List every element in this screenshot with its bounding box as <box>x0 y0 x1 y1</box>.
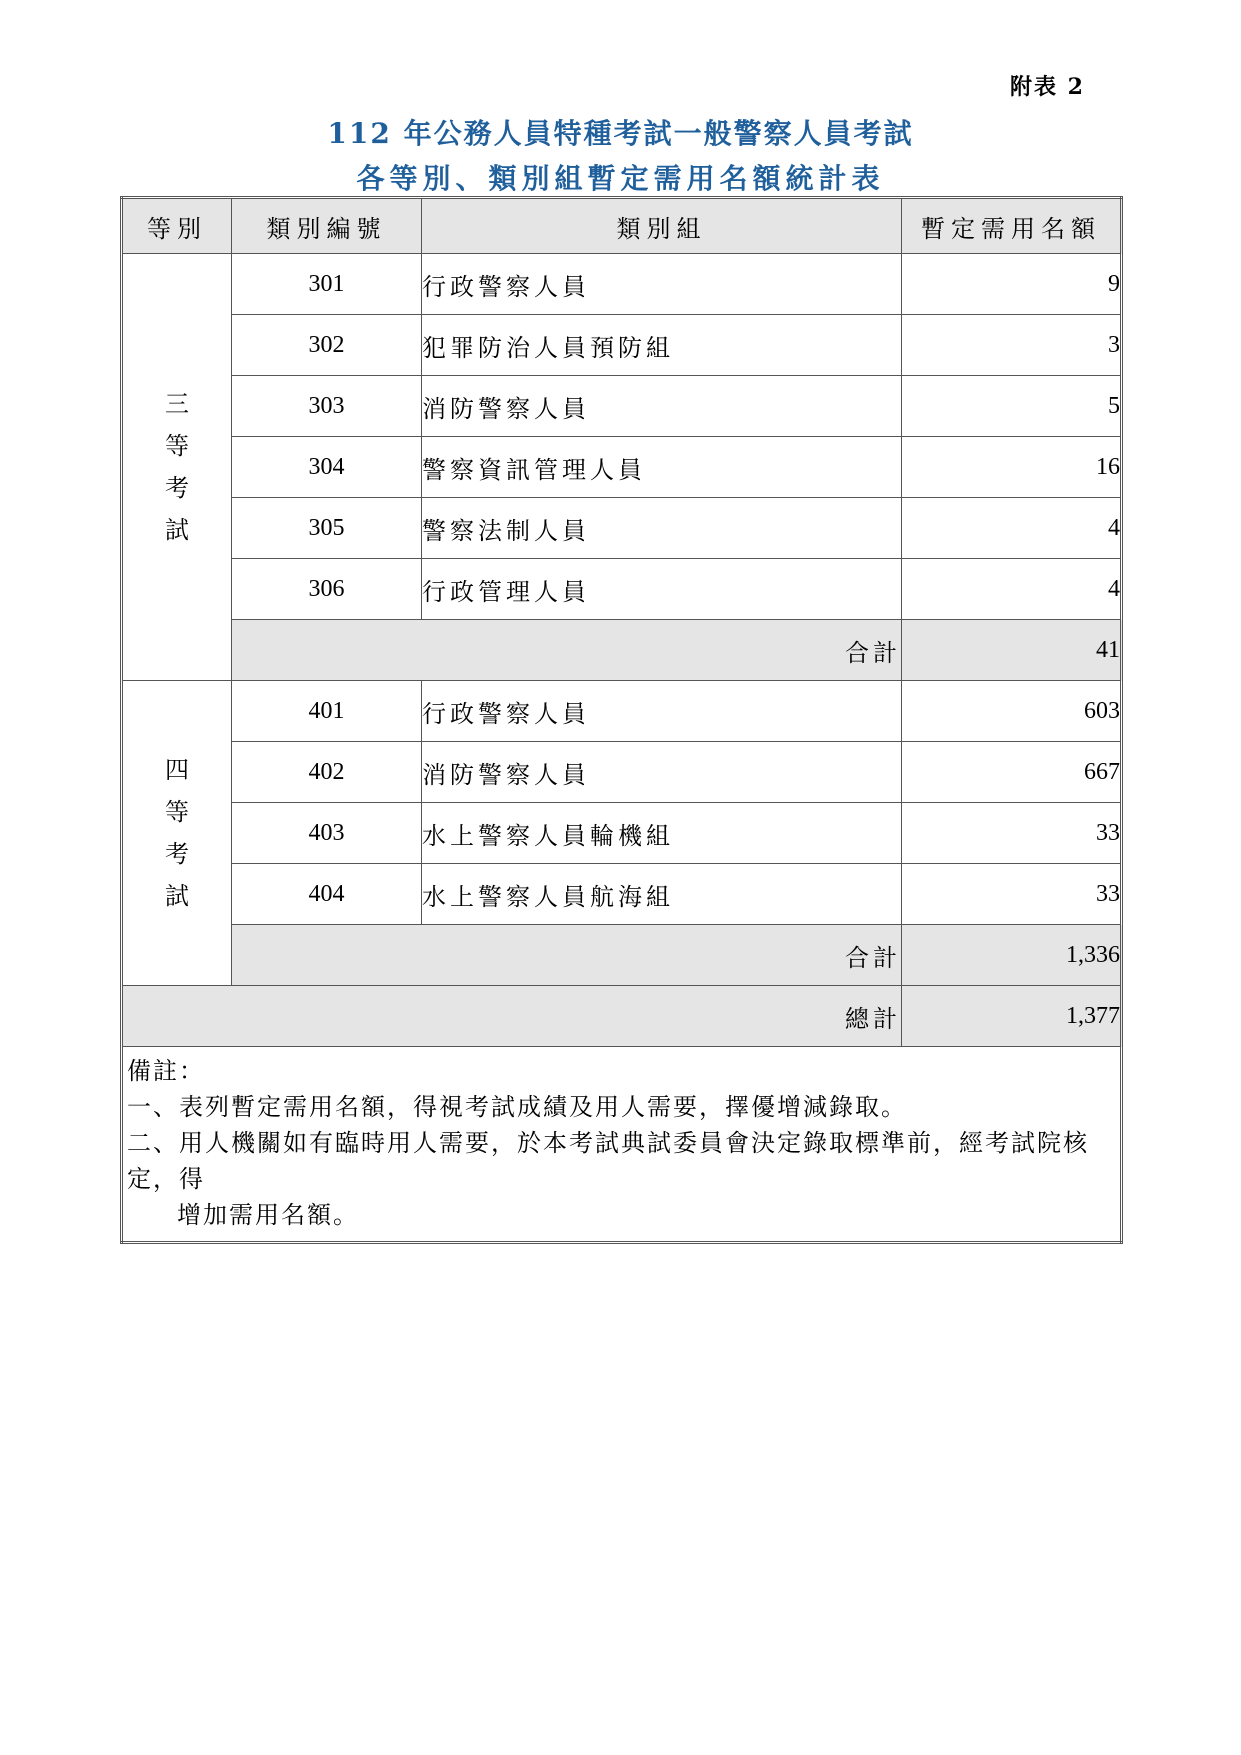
category-name: 行政警察人員 <box>422 681 902 742</box>
category-name: 警察法制人員 <box>422 498 902 559</box>
quota-value: 9 <box>902 254 1122 315</box>
category-code: 403 <box>232 803 422 864</box>
grade-char: 試 <box>165 882 189 910</box>
quota-value: 3 <box>902 315 1122 376</box>
category-code: 402 <box>232 742 422 803</box>
subtotal-label: 合計 <box>232 925 902 986</box>
quota-value: 603 <box>902 681 1122 742</box>
table-row <box>122 681 1122 742</box>
note-2: 二、用人機關如有臨時用人需要，於本考試典試委員會決定錄取標準前，經考試院核定，得 <box>127 1129 1089 1193</box>
grade-cell-level4 <box>122 681 232 986</box>
table-row <box>122 864 1122 925</box>
table-row <box>122 315 1122 376</box>
category-name: 警察資訊管理人員 <box>422 437 902 498</box>
table-row <box>122 742 1122 803</box>
notes-cell <box>122 1047 1122 1243</box>
category-code: 305 <box>232 498 422 559</box>
table-row <box>122 437 1122 498</box>
quota-table <box>120 196 1123 1244</box>
table-row <box>122 254 1122 315</box>
table-row <box>122 498 1122 559</box>
category-name: 水上警察人員輪機組 <box>422 803 902 864</box>
subtotal-value: 41 <box>902 620 1122 681</box>
page-subtitle: 各等別、類別組暫定需用名額統計表 <box>356 162 885 195</box>
quota-value: 33 <box>902 803 1122 864</box>
quota-value: 4 <box>902 559 1122 620</box>
table-row <box>122 803 1122 864</box>
category-code: 404 <box>232 864 422 925</box>
quota-value: 16 <box>902 437 1122 498</box>
header-category: 類別組 <box>422 198 902 254</box>
page-title: 112 年公務人員特種考試一般警察人員考試 <box>327 117 914 150</box>
category-code: 306 <box>232 559 422 620</box>
category-name: 行政管理人員 <box>422 559 902 620</box>
category-name: 消防警察人員 <box>422 742 902 803</box>
category-name: 水上警察人員航海組 <box>422 864 902 925</box>
total-row <box>122 986 1122 1047</box>
notes-row <box>122 1047 1122 1243</box>
note-1: 一、表列暫定需用名額，得視考試成績及用人需要，擇優增減錄取。 <box>127 1093 907 1121</box>
subtotal-row <box>122 925 1122 986</box>
category-code: 304 <box>232 437 422 498</box>
grade-char: 試 <box>165 516 189 544</box>
header-code: 類別編號 <box>232 198 422 254</box>
subtotal-row <box>122 620 1122 681</box>
category-code: 301 <box>232 254 422 315</box>
grade-char: 四 <box>165 756 189 784</box>
quota-value: 4 <box>902 498 1122 559</box>
header-quota: 暫定需用名額 <box>902 198 1122 254</box>
category-name: 犯罪防治人員預防組 <box>422 315 902 376</box>
total-label: 總計 <box>122 986 902 1047</box>
table-row <box>122 376 1122 437</box>
category-code: 302 <box>232 315 422 376</box>
notes-heading: 備註： <box>127 1057 205 1085</box>
grade-char: 考 <box>165 474 189 502</box>
grade-char: 等 <box>165 432 189 460</box>
table-header-row <box>122 198 1122 254</box>
attachment-label: 附表 2 <box>1010 74 1085 100</box>
category-code: 401 <box>232 681 422 742</box>
quota-value: 667 <box>902 742 1122 803</box>
subtotal-value: 1,336 <box>902 925 1122 986</box>
category-code: 303 <box>232 376 422 437</box>
table-row <box>122 559 1122 620</box>
category-name: 行政警察人員 <box>422 254 902 315</box>
grade-char: 考 <box>165 840 189 868</box>
grade-cell-level3 <box>122 254 232 681</box>
grade-char: 三 <box>165 390 189 418</box>
category-name: 消防警察人員 <box>422 376 902 437</box>
subtotal-label: 合計 <box>232 620 902 681</box>
quota-value: 5 <box>902 376 1122 437</box>
total-value: 1,377 <box>902 986 1122 1047</box>
note-2-continued: 增加需用名額。 <box>177 1201 359 1229</box>
header-grade: 等別 <box>122 198 232 254</box>
grade-char: 等 <box>165 798 189 826</box>
quota-value: 33 <box>902 864 1122 925</box>
